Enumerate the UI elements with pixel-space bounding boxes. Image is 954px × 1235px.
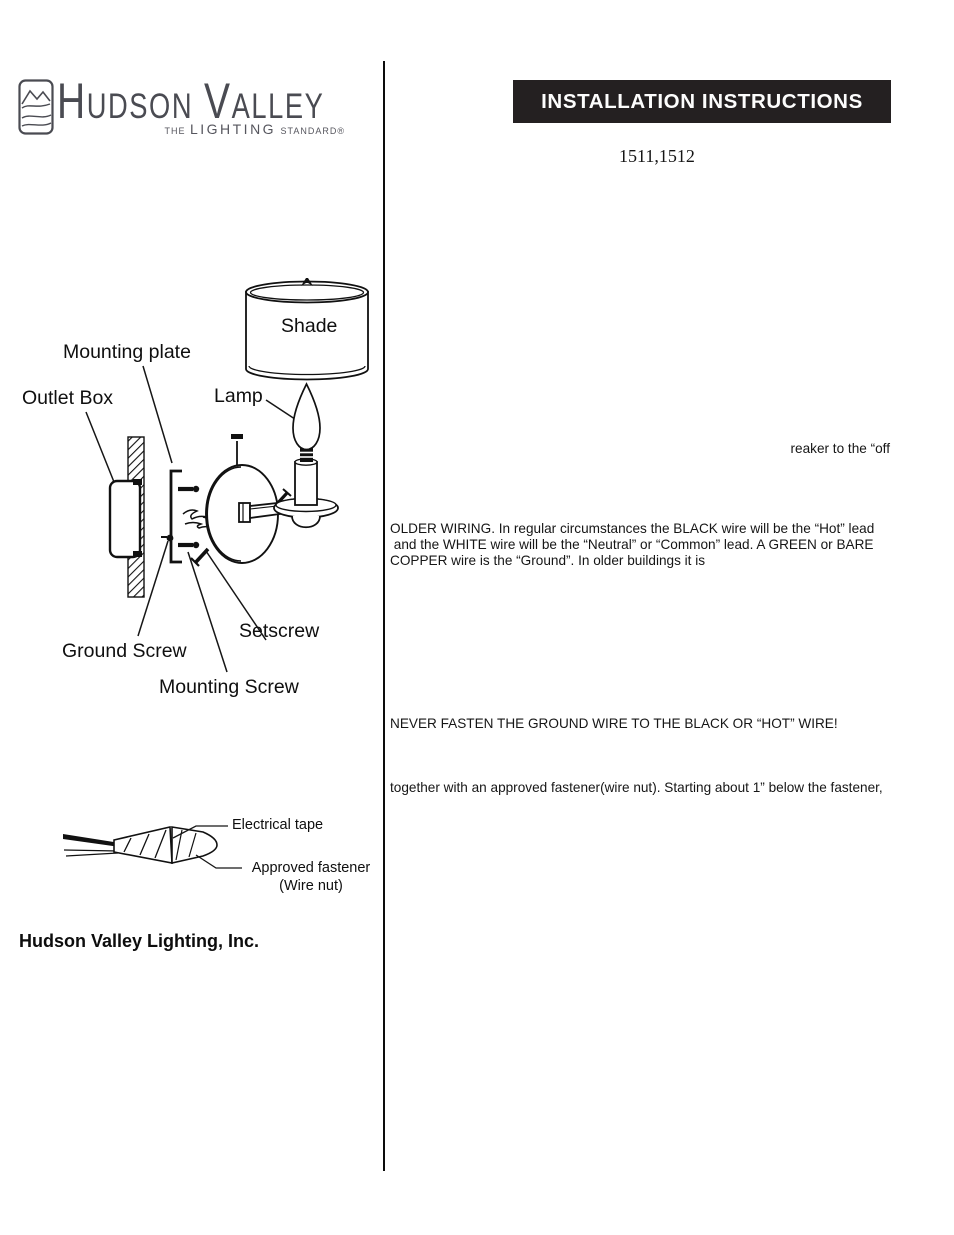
mountain-logo-icon: [18, 79, 56, 137]
label-electrical-tape: Electrical tape: [232, 817, 324, 833]
logo-tagline: [145, 121, 345, 139]
label-shade: Shade: [281, 315, 338, 337]
logo-word1-rest: UDSON: [86, 87, 194, 126]
label-mounting-screw: Mounting Screw: [159, 676, 299, 698]
older-wiring-line-3: COPPER wire is the “Ground”. In older buildings it is: [390, 553, 706, 568]
canopy-drawing: [191, 434, 278, 566]
logo-word2-rest: ALLEY: [231, 87, 325, 126]
text-fragment-breaker: reaker to the “off: [790, 441, 890, 456]
model-numbers: 1511,1512: [619, 146, 695, 166]
wire-leads-drawing: [63, 834, 120, 856]
label-ground-screw: Ground Screw: [62, 640, 187, 662]
tagline-the: THE: [164, 126, 186, 136]
wire-nut-drawing: [114, 827, 217, 863]
label-approved-fastener-line1: Approved fastener: [251, 860, 371, 876]
banner-title: INSTALLATION INSTRUCTIONS: [541, 89, 863, 113]
label-approved-fastener: [243, 859, 379, 895]
logo-word1-initial: H: [57, 73, 87, 129]
wire-connection-diagram: [40, 810, 250, 880]
column-divider-line: [383, 61, 385, 1171]
text-fastener-fragment: together with an approved fastener(wire nut). Starting about 1” below the fastener,: [390, 780, 883, 795]
label-lamp: Lamp: [214, 385, 263, 407]
logo-word2-initial: V: [204, 73, 232, 129]
company-name: Hudson Valley Lighting, Inc.: [19, 931, 260, 951]
mounting-plate-drawing: [161, 471, 199, 562]
installation-instructions-banner: [513, 80, 891, 123]
label-wire-nut: (Wire nut): [279, 878, 343, 894]
label-setscrew: Setscrew: [239, 620, 320, 642]
outlet-box-drawing: [110, 437, 144, 597]
paragraph-older-wiring: [390, 521, 920, 569]
older-wiring-line-1: OLDER WIRING. In regular circumstances the BLACK wire will be the “Hot” lead: [390, 521, 875, 536]
label-mounting-plate: Mounting plate: [63, 341, 191, 363]
lamp-bulb-drawing: [293, 384, 320, 462]
tagline-standard: STANDARD®: [280, 126, 345, 136]
label-outlet-box: Outlet Box: [22, 387, 114, 409]
warning-never-fasten: NEVER FASTEN THE GROUND WIRE TO THE BLACK OR “HOT” WIRE!: [390, 716, 838, 731]
tagline-lighting: LIGHTING: [189, 121, 277, 137]
older-wiring-line-2: and the WHITE wire will be the “Neutral” or “Common” lead. A GREEN or BARE: [390, 537, 874, 552]
